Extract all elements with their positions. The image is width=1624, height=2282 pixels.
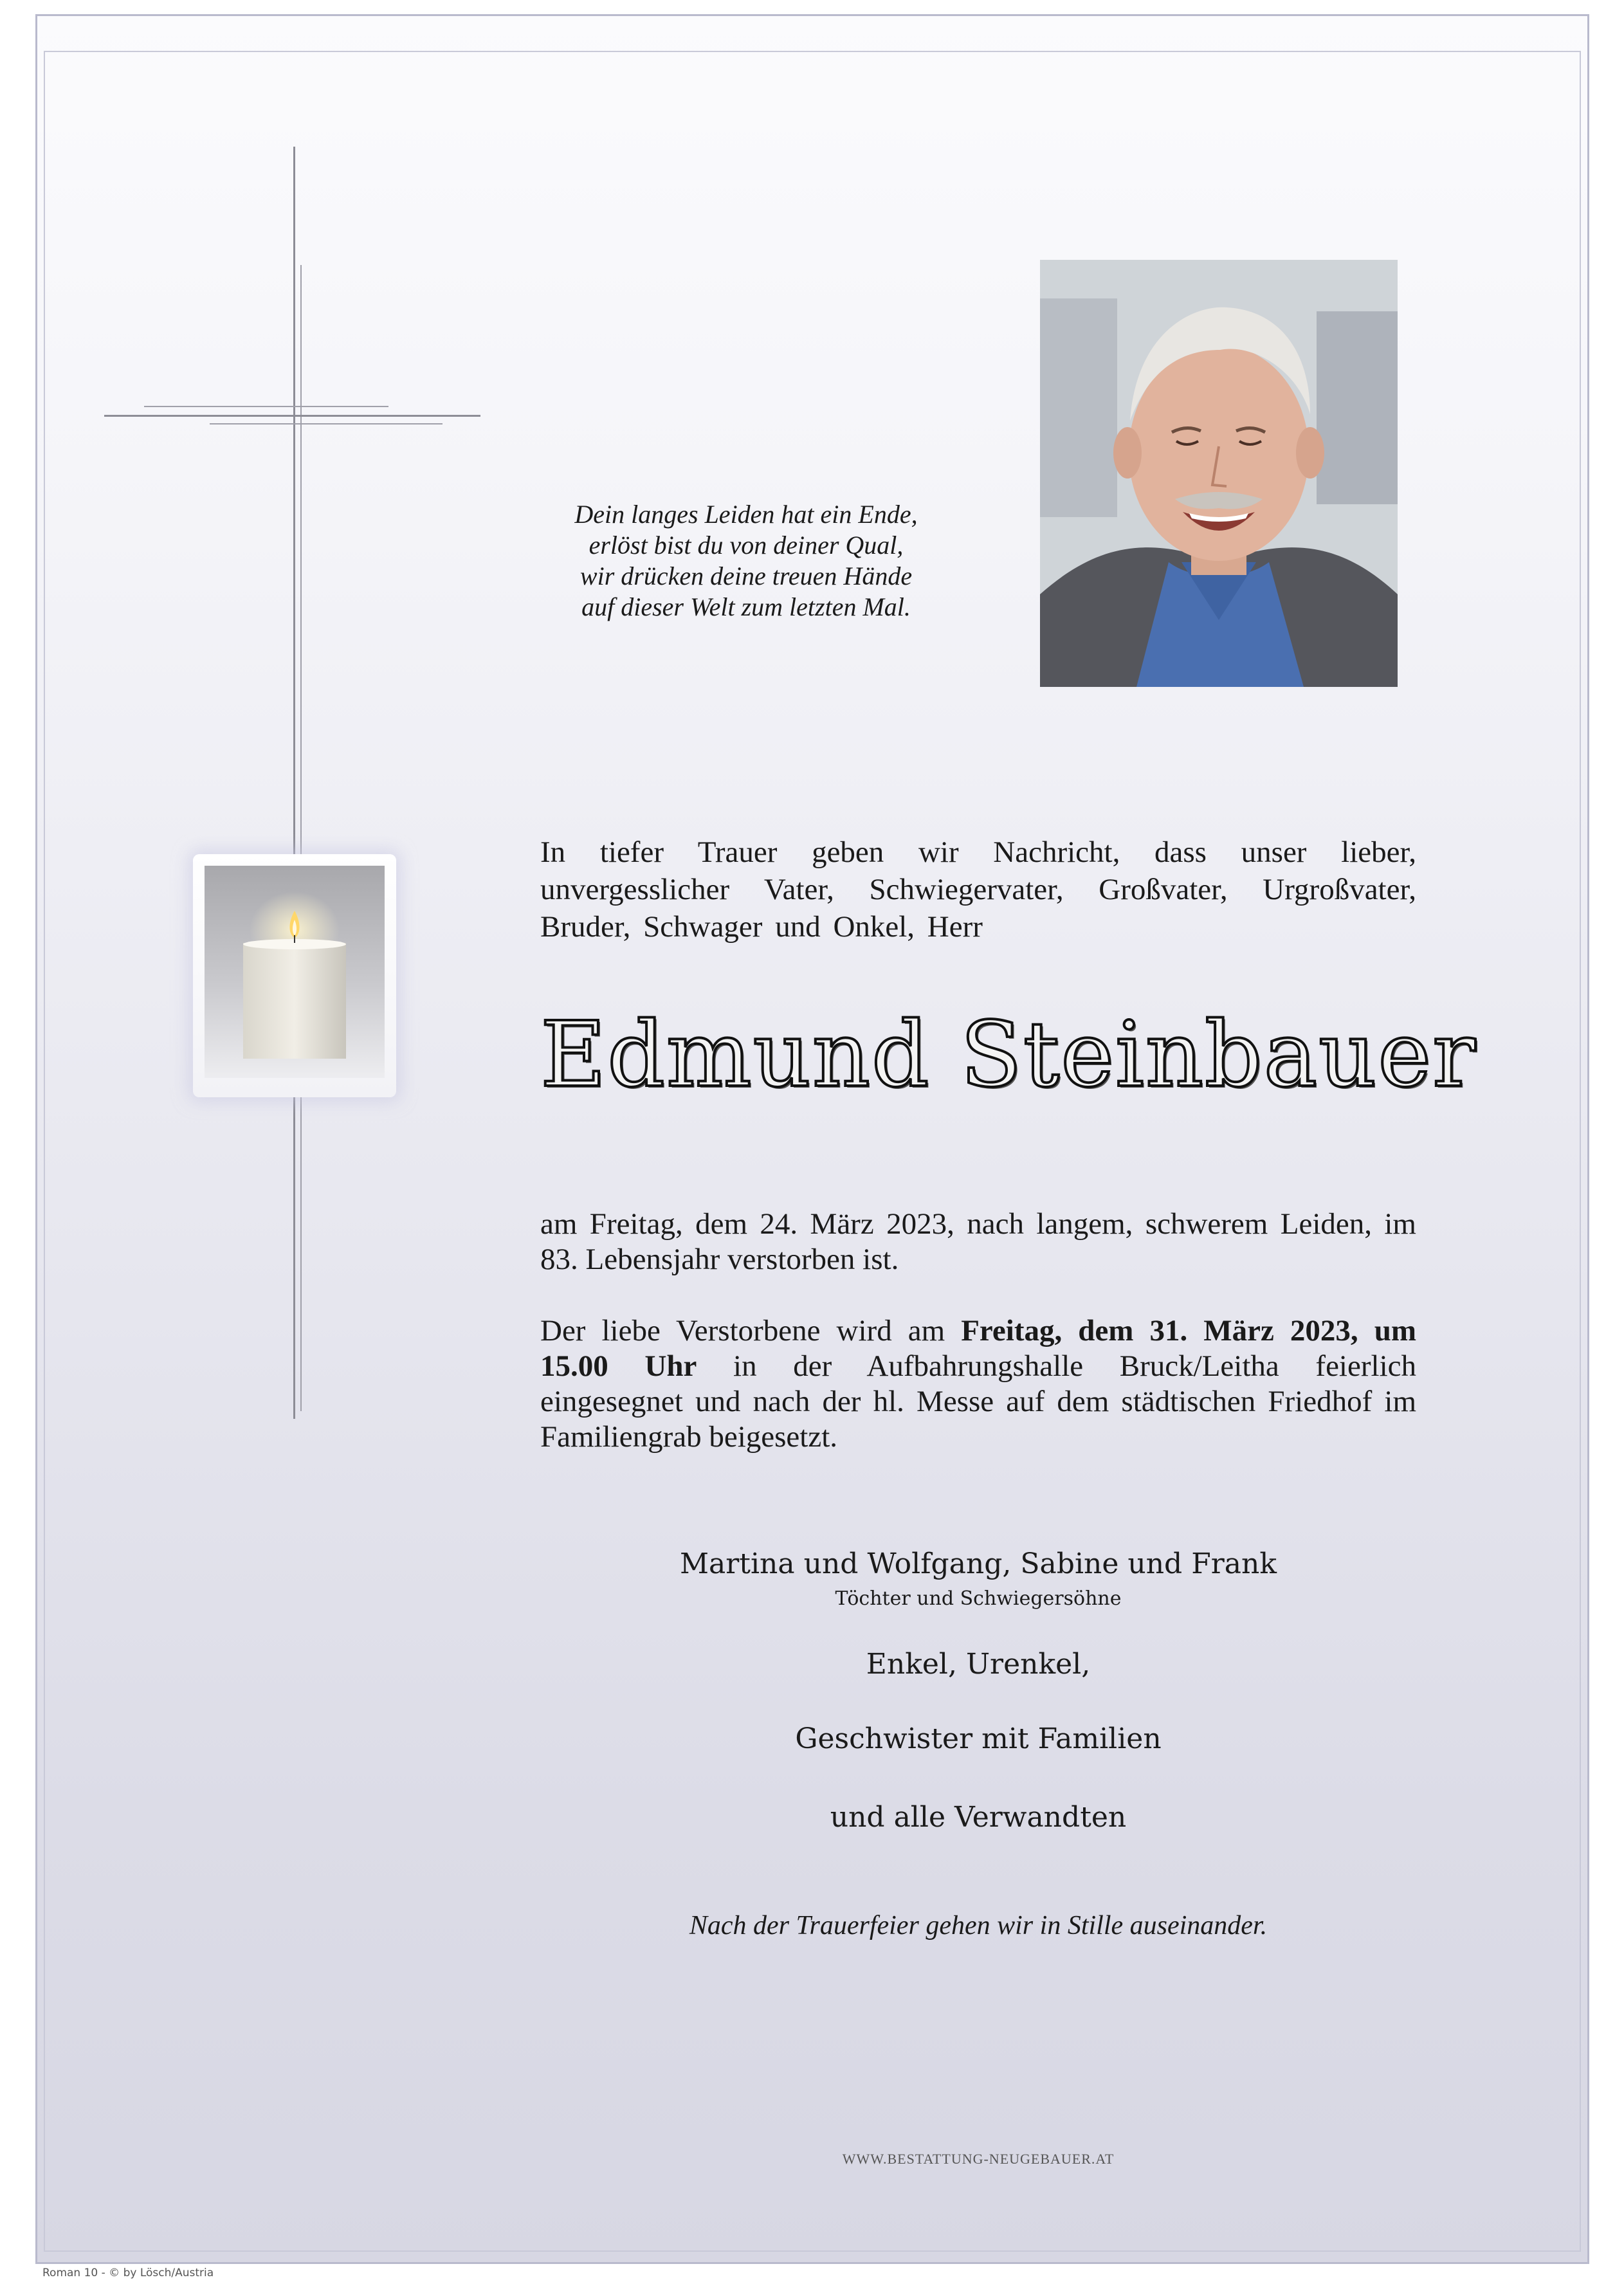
deceased-name: Edmund Steinbauer: [540, 1003, 1477, 1108]
announcement-line: unvergesslicher Vater, Schwiegervater, Großvater, Urgroßvater,: [540, 873, 1416, 906]
quote-line: Dein langes Leiden hat ein Ende,: [574, 500, 918, 529]
funeral-line: eingesegnet und nach der hl. Messe auf dem städtischen Friedhof im: [540, 1385, 1416, 1418]
template-credit: Roman 10 - © by Lösch/Austria: [42, 2267, 214, 2279]
quote-line: auf dieser Welt zum letzten Mal.: [581, 592, 911, 621]
death-notice: [540, 1207, 1416, 1277]
candle-image: [193, 854, 396, 1097]
announcement-line: In tiefer Trauer geben wir Nachricht, dass unser lieber,: [540, 835, 1416, 869]
funeral-info: [540, 1313, 1416, 1455]
closing-line: Nach der Trauerfeier gehen wir in Stille auseinander.: [689, 1911, 1268, 1940]
funeral-text: Der liebe Verstorbene wird am: [540, 1314, 962, 1347]
funeral-line: [540, 1313, 1416, 1349]
mourner-siblings: Geschwister mit Familien: [795, 1722, 1162, 1755]
funeral-date: Freitag, dem 31. März 2023, um: [961, 1314, 1416, 1347]
announcement-text: [540, 834, 1416, 945]
funeral-home-website: WWW.BESTATTUNG-NEUGEBAUER.AT: [842, 2151, 1115, 2167]
portrait-photo: [1040, 260, 1398, 687]
mourner-grandchildren: Enkel, Urenkel,: [866, 1648, 1091, 1681]
quote-line: erlöst bist du von deiner Qual,: [588, 531, 904, 560]
death-notice-line: am Freitag, dem 24. März 2023, nach langem, schwerem Leiden, im: [540, 1207, 1416, 1241]
mourner-names: Martina und Wolfgang, Sabine und Frank: [679, 1547, 1277, 1580]
candle-icon: [205, 866, 385, 1078]
quote-line: wir drücken deine treuen Hände: [579, 561, 913, 590]
funeral-text: in der Aufbahrungshalle Bruck/Leitha feierlich: [697, 1349, 1416, 1383]
death-notice-line: 83. Lebensjahr verstorben ist.: [540, 1243, 899, 1276]
funeral-line: Familiengrab beigesetzt.: [540, 1420, 838, 1454]
mourner-relation: Töchter und Schwiegersöhne: [835, 1587, 1122, 1610]
mourner-relatives: und alle Verwandten: [830, 1801, 1127, 1834]
announcement-line: Bruder, Schwager und Onkel, Herr: [540, 910, 983, 944]
funeral-line: [540, 1349, 1416, 1384]
memorial-quote: [489, 499, 1003, 623]
funeral-time: 15.00 Uhr: [540, 1349, 697, 1383]
